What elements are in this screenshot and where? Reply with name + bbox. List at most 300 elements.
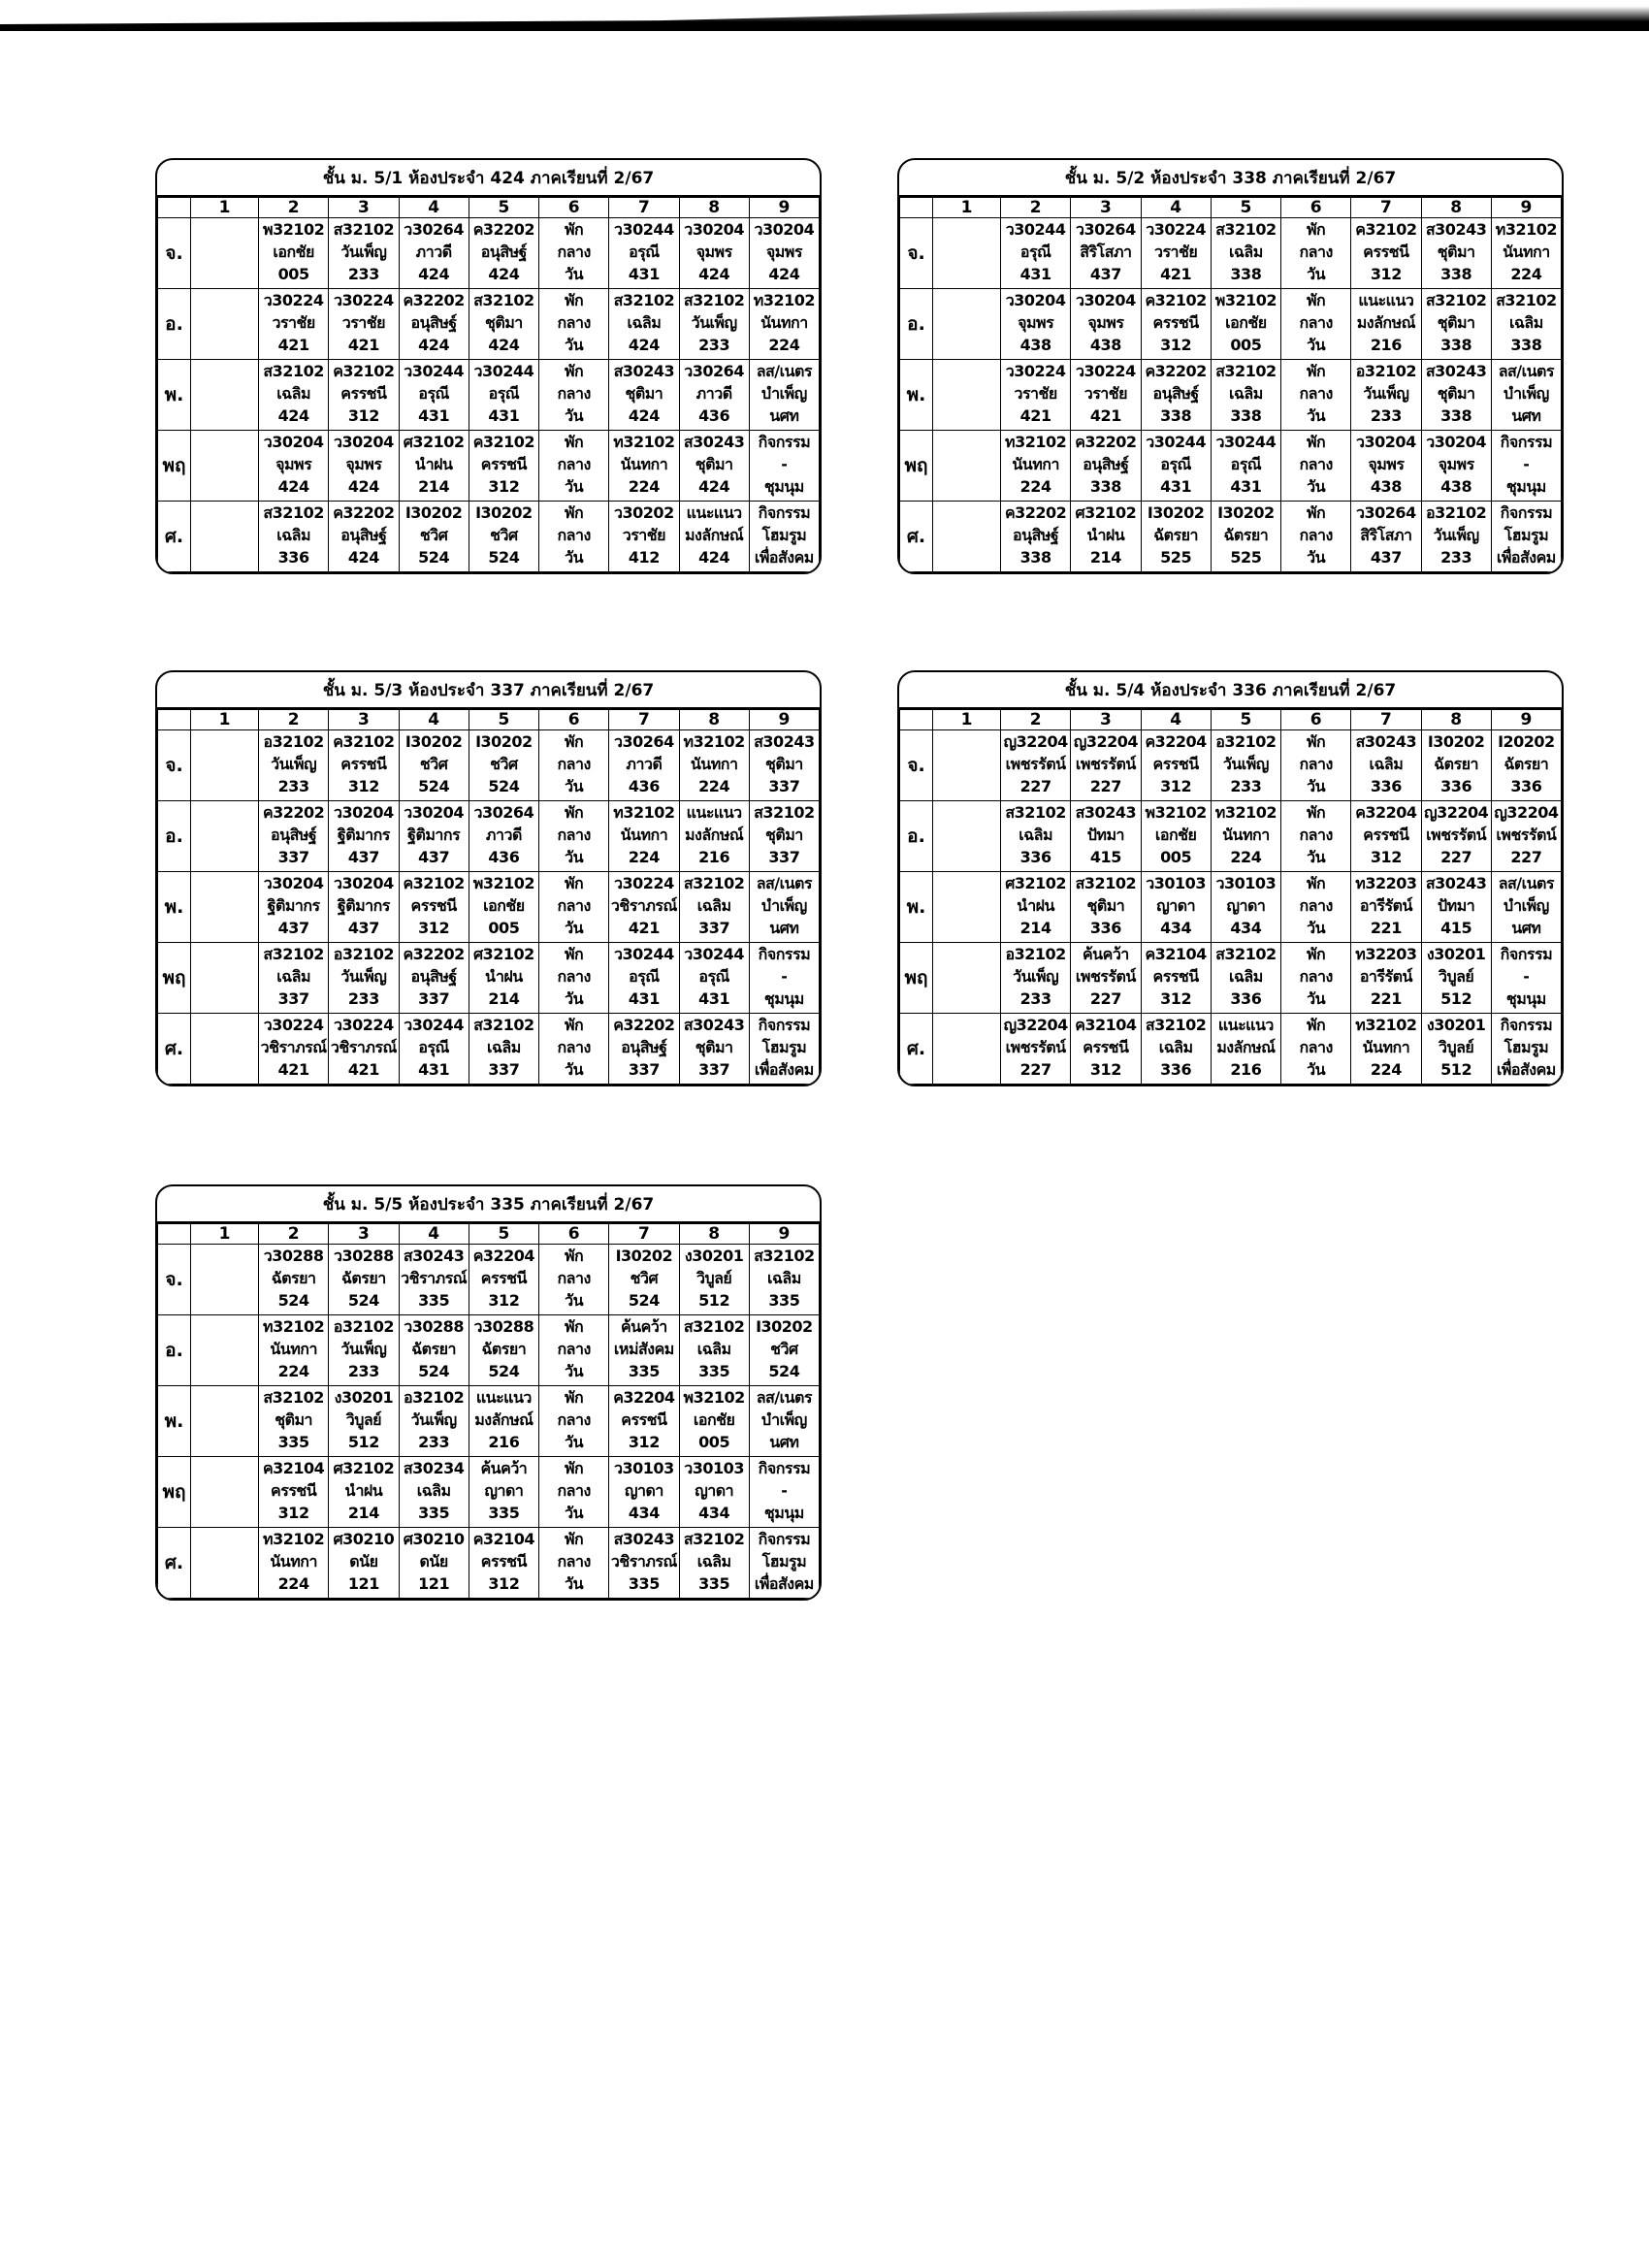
room-number: 512: [347, 1433, 379, 1451]
subject-code: I30202: [475, 503, 533, 522]
class-cell: [1351, 730, 1421, 801]
teacher-name: จุมพร: [1438, 455, 1474, 473]
room-number: 224: [1370, 1060, 1402, 1079]
room-number: 434: [1160, 919, 1192, 937]
empty-period-cell: [191, 431, 259, 502]
period-header: 9: [749, 1224, 819, 1245]
teacher-name: กลาง: [557, 896, 591, 915]
room-number: 424: [698, 265, 730, 283]
room-number: วัน: [1307, 989, 1326, 1008]
subject-code: ศ32102: [1075, 503, 1137, 522]
class-cell: [1071, 289, 1141, 360]
subject-code: ว30103: [1215, 874, 1277, 892]
subject-code: ลส/เนตร: [1498, 362, 1555, 380]
class-cell: [679, 872, 749, 943]
class-cell: [469, 1528, 538, 1599]
room-number: 312: [1370, 848, 1402, 866]
day-row: [158, 872, 820, 943]
room-number: 524: [488, 777, 520, 795]
subject-code: ท32102: [1355, 1016, 1417, 1034]
teacher-name: ครรชนี: [340, 384, 387, 403]
class-cell: [679, 801, 749, 872]
day-row: [900, 1014, 1562, 1085]
class-cell: [399, 1457, 469, 1528]
teacher-name: บำเพ็ญ: [760, 896, 807, 915]
teacher-name: วันเพ็ญ: [1363, 384, 1409, 403]
day-row: [900, 943, 1562, 1014]
subject-code: พัก: [565, 220, 584, 239]
room-number: วัน: [565, 1433, 584, 1451]
room-number: 336: [1230, 989, 1262, 1008]
room-number: 216: [488, 1433, 520, 1451]
class-cell: [539, 1528, 609, 1599]
corner-cell: [158, 710, 191, 730]
room-number: 424: [698, 477, 730, 496]
room-number: 434: [1230, 919, 1262, 937]
class-cell: [1351, 872, 1421, 943]
teacher-name: โฮมรูม: [761, 526, 807, 544]
subject-code: ค32202: [1004, 503, 1067, 522]
teacher-name: ชุติมา: [484, 313, 523, 332]
subject-code: ง30201: [1426, 1016, 1486, 1034]
room-number: 335: [418, 1504, 450, 1522]
teacher-name: เฉลิม: [276, 526, 310, 544]
subject-code: ส32102: [683, 291, 745, 309]
period-header: 1: [191, 1224, 259, 1245]
timetable-panel: [897, 158, 1564, 574]
teacher-name: วิบูลย์: [345, 1410, 382, 1429]
subject-code: ท32102: [683, 732, 745, 751]
subject-code: I30202: [404, 732, 463, 751]
class-cell: [1211, 801, 1280, 872]
class-cell: [259, 943, 329, 1014]
subject-code: ว30103: [684, 1459, 744, 1477]
period-header: 7: [609, 710, 679, 730]
room-number: 227: [1440, 848, 1472, 866]
day-row: [158, 943, 820, 1014]
class-cell: [539, 730, 609, 801]
room-number: 524: [418, 1362, 450, 1380]
subject-code: ว30264: [1356, 503, 1416, 522]
room-number: 335: [628, 1574, 660, 1593]
day-label: จ.: [900, 730, 933, 801]
teacher-name: วันเพ็ญ: [271, 755, 317, 773]
subject-code: ส30243: [613, 1530, 675, 1548]
subject-code: ค32202: [403, 945, 465, 963]
teacher-name: ภาวดี: [626, 755, 663, 773]
teacher-name: นันทกา: [620, 826, 668, 844]
room-number: 233: [418, 1433, 450, 1451]
teacher-name: ชวิศ: [770, 1340, 798, 1358]
class-cell: [679, 502, 749, 572]
empty-period-cell: [191, 218, 259, 289]
period-header: 8: [1421, 198, 1491, 218]
class-cell: [679, 1245, 749, 1315]
period-header: 2: [1001, 710, 1071, 730]
teacher-name: จุมพร: [1087, 313, 1124, 332]
class-cell: [259, 1528, 329, 1599]
teacher-name: วราชัย: [1153, 243, 1198, 261]
class-cell: [609, 872, 679, 943]
teacher-name: นันทกา: [620, 455, 668, 473]
class-cell: [469, 872, 538, 943]
class-cell: [539, 801, 609, 872]
subject-code: ว30204: [404, 803, 464, 822]
day-label: พฤ: [158, 1457, 191, 1528]
class-cell: [539, 431, 609, 502]
class-cell: [679, 431, 749, 502]
class-cell: [749, 943, 819, 1014]
room-number: 312: [347, 777, 379, 795]
subject-code: พัก: [565, 803, 584, 822]
teacher-name: กลาง: [557, 826, 591, 844]
room-number: 524: [768, 1362, 800, 1380]
teacher-name: เฉลิม: [276, 384, 310, 403]
room-number: 415: [1089, 848, 1121, 866]
class-cell: [469, 1245, 538, 1315]
class-cell: [609, 1528, 679, 1599]
subject-code: ศ30210: [403, 1530, 465, 1548]
subject-code: ค32202: [1145, 362, 1207, 380]
subject-code: ส32102: [263, 503, 324, 522]
schedule-table: [157, 709, 820, 1085]
timetable-panel: [155, 670, 822, 1086]
class-cell: [1071, 943, 1141, 1014]
subject-code: พ32102: [472, 874, 534, 892]
class-cell: [539, 943, 609, 1014]
teacher-name: วันเพ็ญ: [1433, 526, 1479, 544]
class-cell: [749, 502, 819, 572]
room-number: 412: [628, 548, 660, 567]
teacher-name: วชิราภรณ์: [330, 1038, 397, 1056]
teacher-name: ญาดา: [484, 1481, 524, 1500]
subject-code: ว30264: [684, 362, 744, 380]
class-cell: [679, 1528, 749, 1599]
room-number: 312: [488, 1574, 520, 1593]
class-cell: [1421, 289, 1491, 360]
class-cell: [1001, 502, 1071, 572]
room-number: 312: [1160, 989, 1192, 1008]
teacher-name: ปัทมา: [1438, 896, 1475, 915]
day-row: [900, 289, 1562, 360]
day-row: [900, 730, 1562, 801]
class-cell: [399, 218, 469, 289]
teacher-name: อรุณี: [629, 967, 660, 986]
class-cell: [399, 1528, 469, 1599]
teacher-name: เอกชัย: [693, 1410, 735, 1429]
subject-code: ว30204: [1076, 291, 1136, 309]
class-cell: [609, 360, 679, 431]
room-number: ชุมนุม: [1505, 989, 1546, 1008]
subject-code: ค32204: [613, 1388, 675, 1407]
teacher-name: กลาง: [1299, 455, 1333, 473]
class-cell: [1491, 360, 1561, 431]
teacher-name: วันเพ็ญ: [1013, 967, 1059, 986]
room-number: 338: [1230, 265, 1262, 283]
day-label: จ.: [900, 218, 933, 289]
period-header: 4: [399, 1224, 469, 1245]
class-cell: [1351, 801, 1421, 872]
subject-code: ส30243: [613, 362, 675, 380]
period-header: 1: [191, 198, 259, 218]
empty-period-cell: [933, 218, 1001, 289]
room-number: 227: [1019, 1060, 1051, 1079]
period-header: 9: [749, 710, 819, 730]
teacher-name: กลาง: [557, 455, 591, 473]
room-number: 424: [698, 548, 730, 567]
room-number: 224: [1230, 848, 1262, 866]
class-cell: [1491, 431, 1561, 502]
teacher-name: ชุติมา: [695, 455, 733, 473]
teacher-name: ชุติมา: [764, 755, 803, 773]
empty-period-cell: [191, 502, 259, 572]
empty-period-cell: [191, 1315, 259, 1386]
class-cell: [1211, 360, 1280, 431]
subject-code: ท32102: [1495, 220, 1557, 239]
subject-code: พัก: [565, 732, 584, 751]
teacher-name: มงลักษณ์: [685, 826, 744, 844]
class-cell: [1211, 1014, 1280, 1085]
subject-code: ค้นคว้า: [480, 1459, 528, 1477]
subject-code: ส32102: [473, 291, 534, 309]
subject-code: อ32102: [263, 732, 324, 751]
class-cell: [1071, 431, 1141, 502]
day-row: [900, 502, 1562, 572]
class-cell: [1281, 872, 1351, 943]
teacher-name: เฉลิม: [416, 1481, 451, 1500]
class-cell: [329, 1014, 399, 1085]
class-cell: [679, 1457, 749, 1528]
day-row: [158, 1315, 820, 1386]
teacher-name: ปัทมา: [1086, 826, 1124, 844]
room-number: 338: [1019, 548, 1051, 567]
subject-code: ส32102: [263, 1388, 324, 1407]
subject-code: ส30243: [683, 1016, 745, 1034]
room-number: 421: [1089, 406, 1121, 425]
room-number: 214: [1019, 919, 1051, 937]
teacher-name: อนุสิษฐ์: [271, 826, 317, 844]
class-cell: [259, 1457, 329, 1528]
teacher-name: มงลักษณ์: [685, 526, 744, 544]
subject-code: แนะแนว: [1358, 291, 1414, 309]
empty-period-cell: [191, 872, 259, 943]
day-row: [158, 1528, 820, 1599]
room-number: วัน: [1307, 1060, 1326, 1079]
subject-code: ว30244: [614, 945, 674, 963]
teacher-name: เอกชัย: [483, 896, 525, 915]
subject-code: ส32102: [754, 803, 815, 822]
teacher-name: กลาง: [557, 755, 591, 773]
room-number: 224: [1019, 477, 1051, 496]
day-label: จ.: [158, 218, 191, 289]
teacher-name: โฮมรูม: [761, 1552, 807, 1571]
class-cell: [1491, 801, 1561, 872]
class-cell: [539, 1457, 609, 1528]
period-header: 5: [469, 710, 538, 730]
teacher-name: กลาง: [557, 313, 591, 332]
class-cell: [259, 872, 329, 943]
class-cell: [329, 872, 399, 943]
subject-code: ค32104: [1145, 945, 1207, 963]
teacher-name: ฉัตรยา: [341, 1269, 386, 1287]
teacher-name: ครรชนี: [480, 1552, 527, 1571]
period-header: 2: [259, 710, 329, 730]
teacher-name: วราชัย: [1014, 384, 1057, 403]
room-number: 227: [1089, 989, 1121, 1008]
room-number: 437: [347, 848, 379, 866]
period-header: 3: [329, 198, 399, 218]
subject-code: ว30204: [263, 874, 324, 892]
subject-code: ส30234: [403, 1459, 465, 1477]
room-number: ชุมนุม: [763, 477, 804, 496]
class-cell: [1141, 289, 1211, 360]
class-cell: [749, 431, 819, 502]
teacher-name: กลาง: [1299, 967, 1333, 986]
class-cell: [1421, 872, 1491, 943]
teacher-name: อนุสิษฐ์: [410, 967, 457, 986]
subject-code: ว30244: [1005, 220, 1066, 239]
subject-code: ท32102: [1005, 433, 1067, 451]
teacher-name: กลาง: [1299, 243, 1333, 261]
empty-period-cell: [933, 872, 1001, 943]
class-cell: [1071, 360, 1141, 431]
subject-code: ว30224: [334, 291, 394, 309]
class-cell: [399, 1386, 469, 1457]
room-number: 524: [488, 1362, 520, 1380]
subject-code: ท32102: [263, 1317, 325, 1336]
teacher-name: วันเพ็ญ: [340, 1340, 387, 1358]
subject-code: ญ32204: [1073, 732, 1139, 751]
room-number: 216: [698, 848, 730, 866]
teacher-name: ครรชนี: [271, 1481, 317, 1500]
day-row: [158, 1386, 820, 1457]
teacher-name: นำฝน: [1086, 526, 1125, 544]
subject-code: ง30201: [334, 1388, 394, 1407]
class-cell: [1211, 218, 1280, 289]
subject-code: พัก: [1307, 362, 1326, 380]
class-cell: [329, 730, 399, 801]
period-header: 7: [1351, 198, 1421, 218]
subject-code: ค32102: [1355, 220, 1417, 239]
teacher-name: ญาดา: [1226, 896, 1266, 915]
subject-code: ว30244: [1146, 433, 1206, 451]
subject-code: ค32104: [262, 1459, 325, 1477]
teacher-name: กลาง: [557, 526, 591, 544]
schedule-table: [899, 197, 1562, 572]
subject-code: ว30244: [684, 945, 744, 963]
empty-period-cell: [191, 360, 259, 431]
room-number: 312: [1160, 336, 1192, 354]
class-cell: [609, 1315, 679, 1386]
room-number: 424: [768, 265, 800, 283]
teacher-name: ฉัตรยา: [271, 1269, 316, 1287]
subject-code: ค32202: [613, 1016, 675, 1034]
period-header: 7: [609, 198, 679, 218]
class-cell: [679, 218, 749, 289]
subject-code: ส32102: [1215, 945, 1277, 963]
teacher-name: กลาง: [1299, 313, 1333, 332]
teacher-name: มงลักษณ์: [474, 1410, 534, 1429]
corner-cell: [900, 198, 933, 218]
room-number: วัน: [565, 1362, 584, 1380]
empty-period-cell: [191, 1528, 259, 1599]
period-header: 1: [933, 198, 1001, 218]
class-cell: [329, 1245, 399, 1315]
subject-code: กิจกรรม: [758, 1459, 811, 1477]
class-cell: [1211, 872, 1280, 943]
teacher-name: กลาง: [1299, 896, 1333, 915]
subject-code: ว30204: [1426, 433, 1486, 451]
class-cell: [1491, 289, 1561, 360]
subject-code: อ32102: [333, 945, 395, 963]
room-number: 216: [1230, 1060, 1262, 1079]
class-cell: [1421, 218, 1491, 289]
room-number: 337: [418, 989, 450, 1008]
day-label: พฤ: [900, 431, 933, 502]
subject-code: ว30224: [1076, 362, 1136, 380]
subject-code: ง30201: [1426, 945, 1486, 963]
class-cell: [1281, 218, 1351, 289]
day-row: [158, 218, 820, 289]
room-number: 336: [1440, 777, 1472, 795]
teacher-name: นำฝน: [344, 1481, 383, 1500]
period-header: 8: [679, 1224, 749, 1245]
teacher-name: โฮมรูม: [1504, 526, 1549, 544]
class-cell: [1071, 730, 1141, 801]
day-row: [158, 1457, 820, 1528]
class-cell: [329, 1315, 399, 1386]
subject-code: ว30204: [1005, 291, 1066, 309]
class-cell: [469, 730, 538, 801]
room-number: 005: [698, 1433, 730, 1451]
class-cell: [399, 1315, 469, 1386]
day-row: [158, 801, 820, 872]
subject-code: พัก: [565, 1530, 584, 1548]
room-number: 525: [1160, 548, 1192, 567]
class-cell: [679, 360, 749, 431]
class-cell: [609, 1457, 679, 1528]
class-cell: [259, 502, 329, 572]
teacher-name: -: [781, 1481, 788, 1500]
teacher-name: เพชรรัตน์: [1426, 826, 1487, 844]
room-number: 335: [418, 1291, 450, 1310]
room-number: 525: [1230, 548, 1262, 567]
room-number: 335: [628, 1362, 660, 1380]
empty-period-cell: [191, 1386, 259, 1457]
subject-code: ว30202: [614, 503, 674, 522]
teacher-name: วิบูลย์: [1438, 967, 1474, 986]
teacher-name: ฐิติมากร: [407, 826, 461, 844]
class-cell: [1351, 218, 1421, 289]
teacher-name: ครรชนี: [1363, 243, 1409, 261]
teacher-name: ชวิศ: [490, 526, 518, 544]
teacher-name: บำเพ็ญ: [760, 1410, 807, 1429]
class-cell: [259, 801, 329, 872]
room-number: 312: [347, 406, 379, 425]
room-number: ชุมนุม: [1505, 477, 1546, 496]
subject-code: ส32102: [263, 362, 324, 380]
subject-code: ส32102: [1496, 291, 1557, 309]
teacher-name: อรุณี: [418, 1038, 449, 1056]
teacher-name: อรุณี: [488, 384, 520, 403]
teacher-name: ญาดา: [1156, 896, 1196, 915]
subject-code: ส32102: [263, 945, 324, 963]
day-label: พ.: [158, 360, 191, 431]
class-cell: [1281, 360, 1351, 431]
teacher-name: ฉัตรยา: [481, 1340, 527, 1358]
teacher-name: นันทกา: [760, 313, 808, 332]
teacher-name: ฉัตรยา: [411, 1340, 456, 1358]
